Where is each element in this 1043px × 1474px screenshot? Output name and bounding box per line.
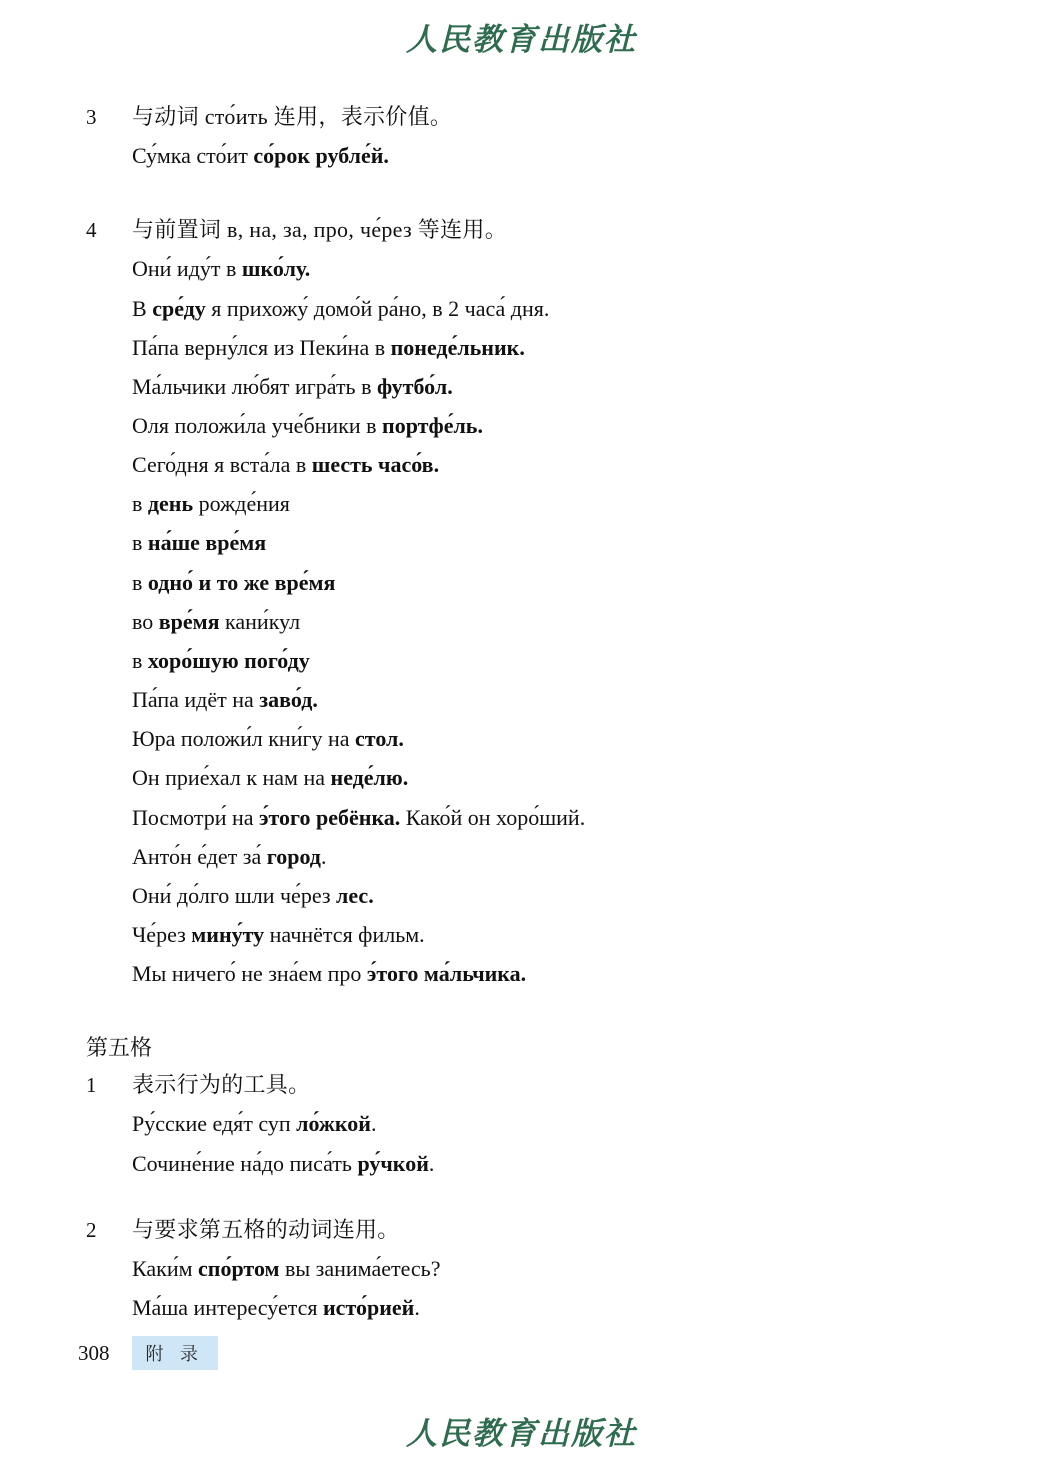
example-line: Ру́сские едя́т суп ло́жкой.: [132, 1111, 377, 1137]
list-item: [86, 213, 966, 993]
example-line: Каки́м спо́ртом вы занима́етесь?: [132, 1255, 441, 1281]
list-item: [86, 1068, 966, 1182]
example-line: Па́па идёт на заво́д.: [132, 687, 318, 713]
example-line: Че́рез мину́ту начнётся фильм.: [132, 922, 425, 947]
example-line: Юра положи́л кни́гу на стол.: [132, 726, 404, 752]
spacer: [86, 179, 966, 213]
example-line: Анто́н е́дет за́ город.: [132, 843, 327, 869]
example-line: В сре́ду я прихожу́ домо́й ра́но, в 2 часа́ дня.: [132, 295, 550, 321]
item-heading-row: [86, 100, 966, 134]
example-line: Они́ до́лго шли че́рез лес.: [132, 882, 374, 908]
example-line: в день рожде́ния: [132, 491, 290, 517]
item-heading: 与动词 сто́ить 连用，表示价值。: [132, 104, 453, 129]
publisher-logo-top: 人民教育出版社: [406, 22, 637, 58]
item-heading: 与前置词 в, на, за, про, че́рез 等连用。: [132, 217, 508, 243]
example-line: в одно́ и то же вре́мя: [132, 569, 336, 595]
example-line: Ма́ша интересу́ется исто́рией.: [132, 1294, 420, 1320]
list-item: [86, 100, 966, 175]
page-footer: [78, 1336, 218, 1370]
example-list: [132, 1104, 966, 1182]
page-number: 308: [78, 1340, 110, 1365]
example-line: Сочине́ние на́до писа́ть ру́чкой.: [132, 1150, 435, 1176]
example-line: в хоро́шую пого́ду: [132, 647, 310, 673]
example-line: во вре́мя кани́кул: [132, 608, 301, 634]
item-number: 3: [86, 105, 97, 129]
example-list: [132, 1249, 966, 1327]
example-list: [132, 249, 966, 993]
item-heading: 与要求第五格的动词连用。: [132, 1216, 400, 1242]
example-line: Оля положи́ла уче́бники в портфе́ль.: [132, 412, 483, 438]
item-heading-row: [86, 1213, 966, 1247]
example-line: Мы ничего́ не зна́ем про э́того ма́льчика.: [132, 961, 527, 987]
example-line: Он прие́хал к нам на неде́лю.: [132, 765, 409, 791]
spacer: [86, 997, 966, 1031]
publisher-logo-bottom: 人民教育出版社: [406, 1416, 637, 1452]
example-line: Сего́дня я вста́ла в шесть часо́в.: [132, 452, 440, 478]
example-line: Су́мка сто́ит со́рок рубле́й.: [132, 143, 389, 169]
item-number: 1: [86, 1073, 97, 1098]
spacer: [86, 1187, 966, 1213]
item-number: 4: [86, 218, 97, 243]
example-line: Они́ иду́т в шко́лу.: [132, 256, 311, 282]
list-item: [86, 1213, 966, 1327]
page-content: [86, 100, 966, 1331]
item-heading: 表示行为的工具。: [132, 1072, 311, 1098]
example-line: в на́ше вре́мя: [132, 530, 267, 556]
section-title: 第五格: [86, 1035, 153, 1061]
example-list: [132, 136, 966, 175]
footer-section-tag: 附 录: [132, 1336, 219, 1370]
item-heading-row: [86, 1068, 966, 1102]
example-line: Па́па верну́лся из Пеки́на в понеде́льник.: [132, 334, 525, 360]
example-line: Ма́льчики лю́бят игра́ть в футбо́л.: [132, 373, 453, 399]
example-line: Посмотри́ на э́того ребёнка. Како́й он хоро́ший.: [132, 804, 586, 830]
item-number: 2: [86, 1217, 97, 1242]
item-heading-row: [86, 213, 966, 247]
